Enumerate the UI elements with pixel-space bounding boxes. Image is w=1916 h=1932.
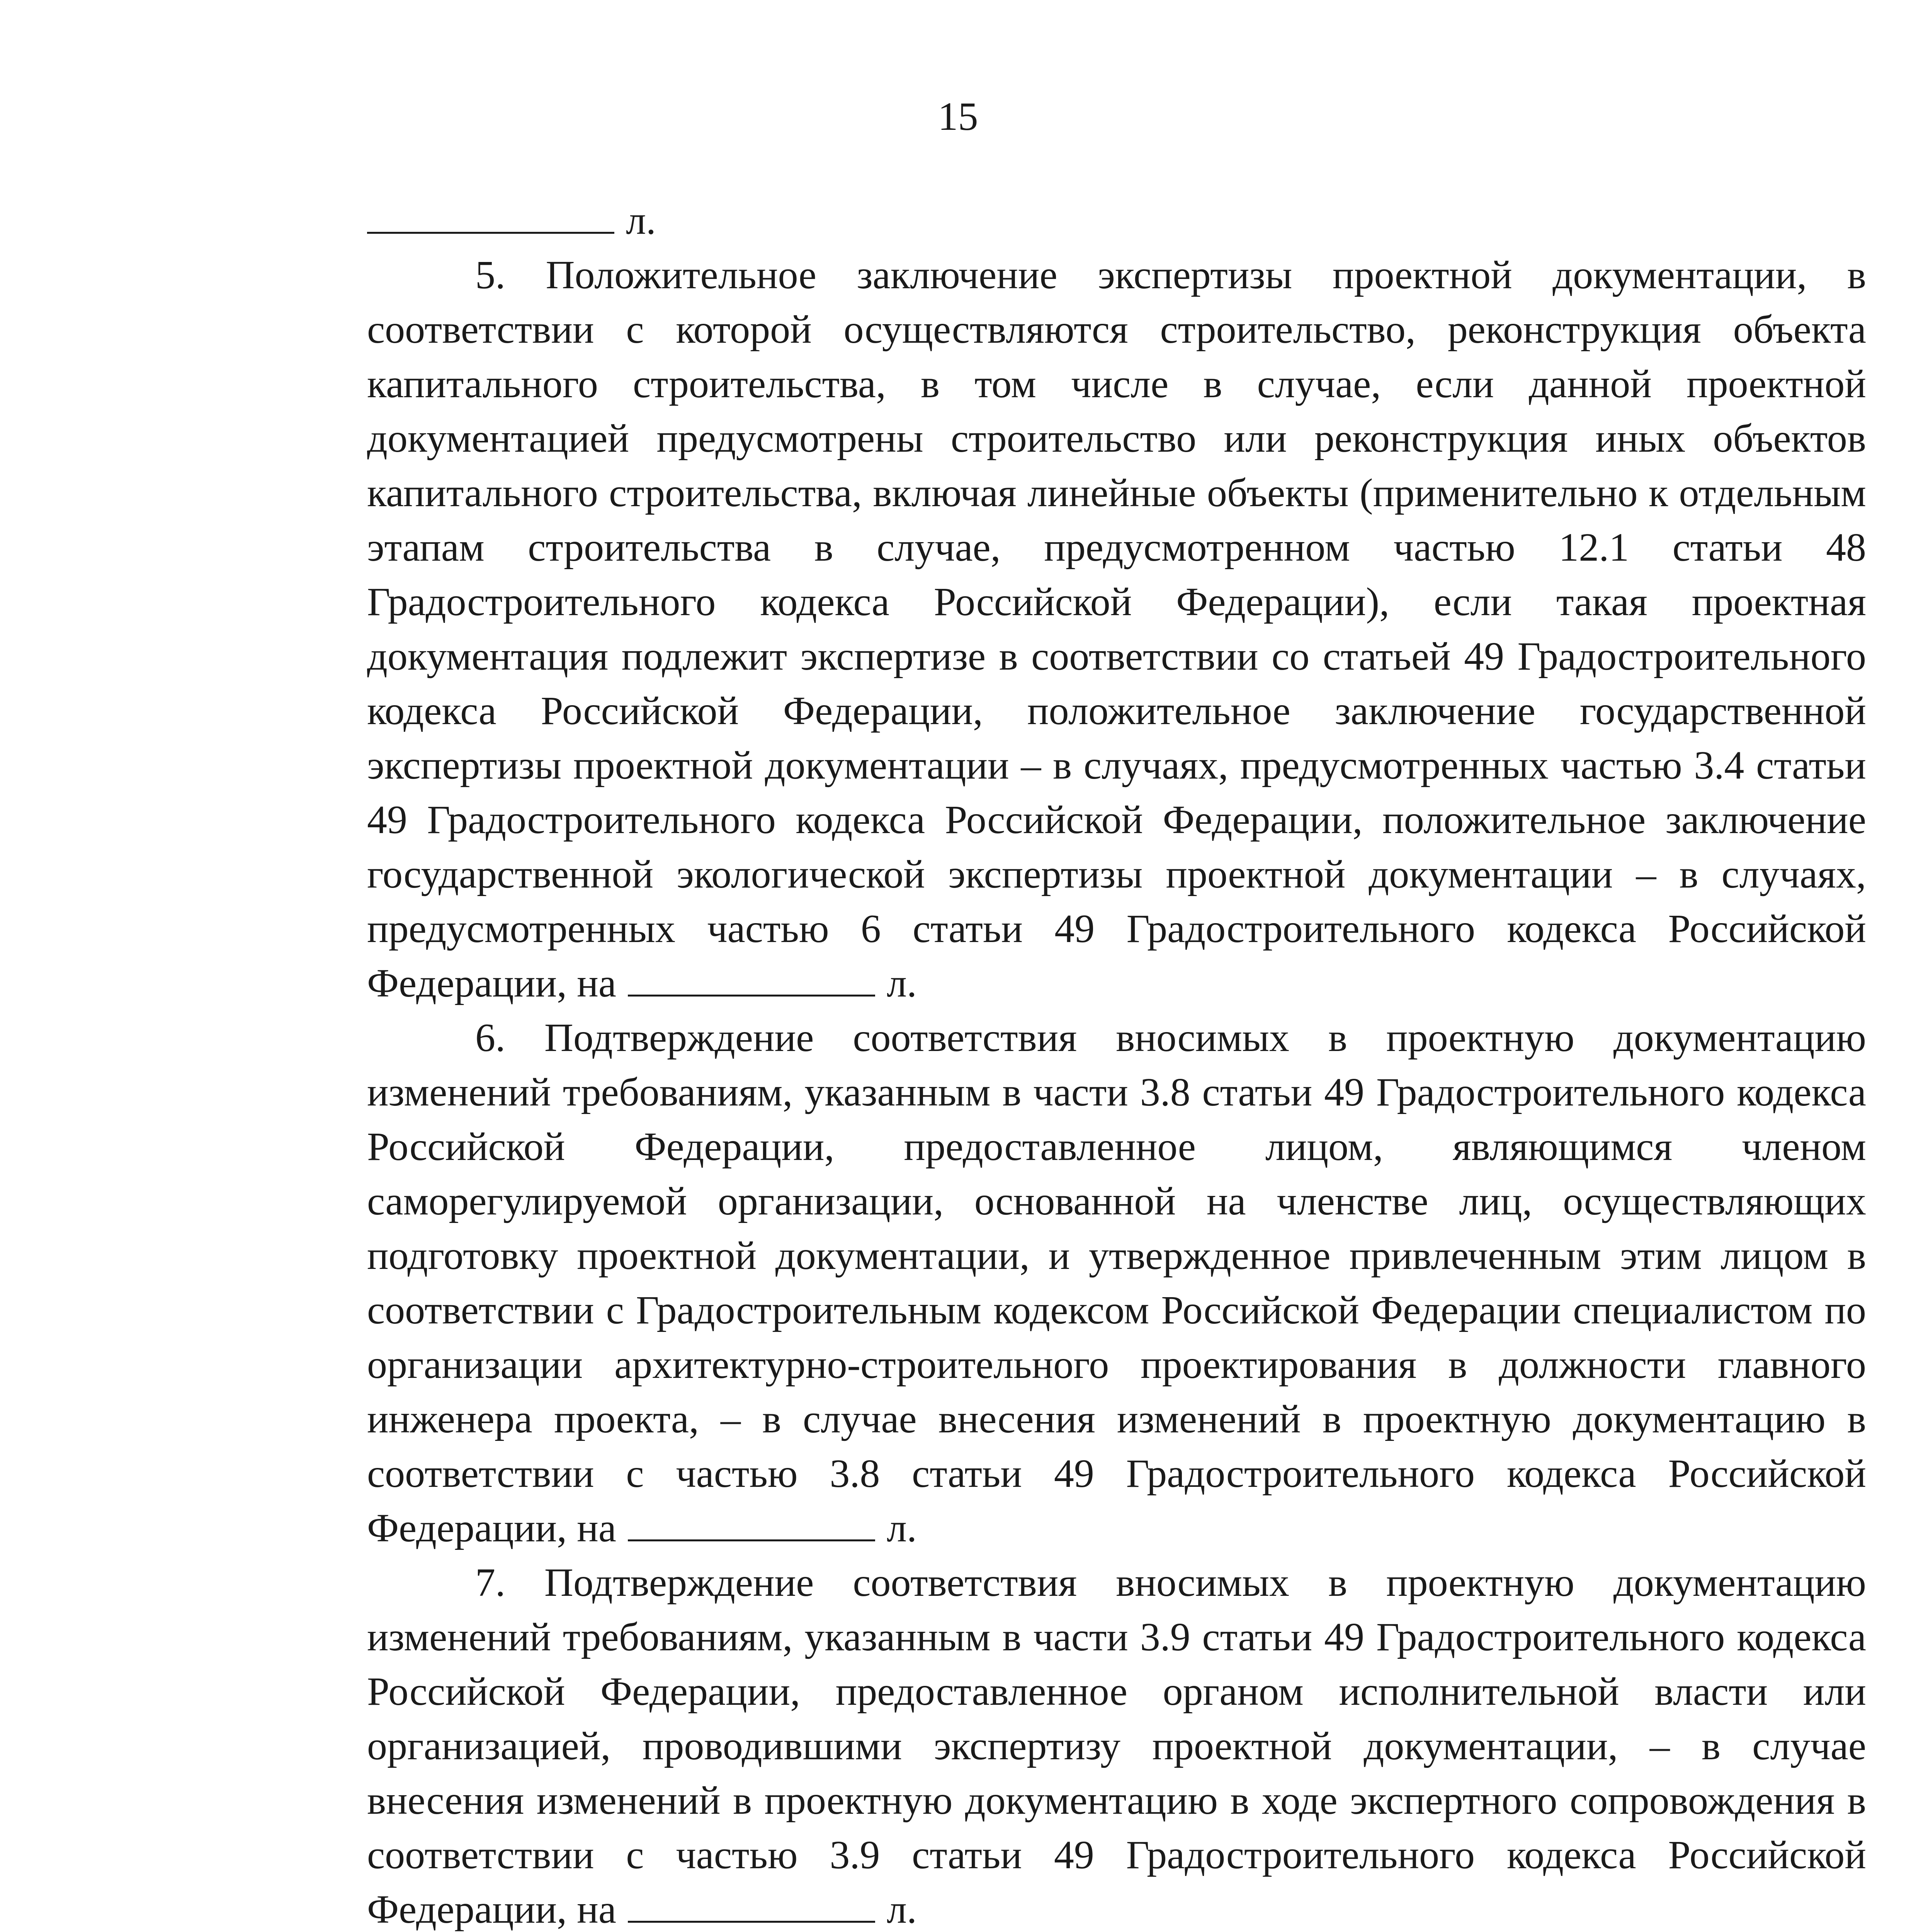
top-blank-line xyxy=(367,193,1866,248)
sheet-suffix: л. xyxy=(886,961,917,1005)
blank-field xyxy=(628,1890,875,1923)
page-number: 15 xyxy=(938,94,978,139)
blank-field xyxy=(628,1509,875,1541)
sheet-suffix: л. xyxy=(886,1506,917,1550)
paragraph-6 xyxy=(367,1010,1866,1555)
paragraph-7 xyxy=(367,1555,1866,1932)
paragraph-5 xyxy=(367,248,1866,1010)
paragraph-6-text: 6. Подтверждение соответствия вносимых в проектную документацию изменений требованиям, указанным в части 3.8 статьи 49 Градостроительного кодекса Российской Федерации, предоставленное лицом, являющимся членом саморегулируемой организации, основанной на членстве лиц, осуществляющих подготовку проектной документации, и утвержденное привлеченным этим лицом в соответствии с Градостроительным кодексом Российской Федерации специалистом по организации архитектурно-строительного проектирования в должности главного инженера проекта, – в случае внесения изменений в проектную документацию в соответствии с частью 3.8 статьи 49 Градостроительного кодекса Российской Федерации, на xyxy=(367,1015,1866,1550)
sheet-suffix: л. xyxy=(886,1887,917,1932)
paragraph-7-text: 7. Подтверждение соответствия вносимых в проектную документацию изменений требованиям, указанным в части 3.9 статьи 49 Градостроительного кодекса Российской Федерации, предоставленное органом исполнительной власти или организацией, проводившими экспертизу проектной документации, – в случае внесения изменений в проектную документацию в ходе экспертного сопровождения в соответствии с частью 3.9 статьи 49 Градостроительного кодекса Российской Федерации, на xyxy=(367,1560,1866,1932)
document-body xyxy=(367,193,1866,1932)
paragraph-5-text: 5. Положительное заключение экспертизы проектной документации, в соответствии с которой осуществляются строительство, реконструкция объекта капитального строительства, в том числе в случае, если данной проектной документацией предусмотрены строительство или реконструкция иных объектов капитального строительства, включая линейные объекты (применительно к отдельным этапам строительства в случае, предусмотренном частью 12.1 статьи 48 Градостроительного кодекса Российской Федерации), если такая проектная документация подлежит экспертизе в соответствии со статьей 49 Градостроительного кодекса Российской Федерации, положительное заключение государственной экспертизы проектной документации – в случаях, предусмотренных частью 3.4 статьи 49 Градостроительного кодекса Российской Федерации, положительное заключение государственной экологической экспертизы проектной документации – в случаях, предусмотренных частью 6 статьи 49 Градостроительного кодекса Российской Федерации, на xyxy=(367,253,1866,1005)
blank-field xyxy=(628,964,875,997)
blank-field xyxy=(367,201,614,234)
sheet-suffix: л. xyxy=(626,198,656,243)
